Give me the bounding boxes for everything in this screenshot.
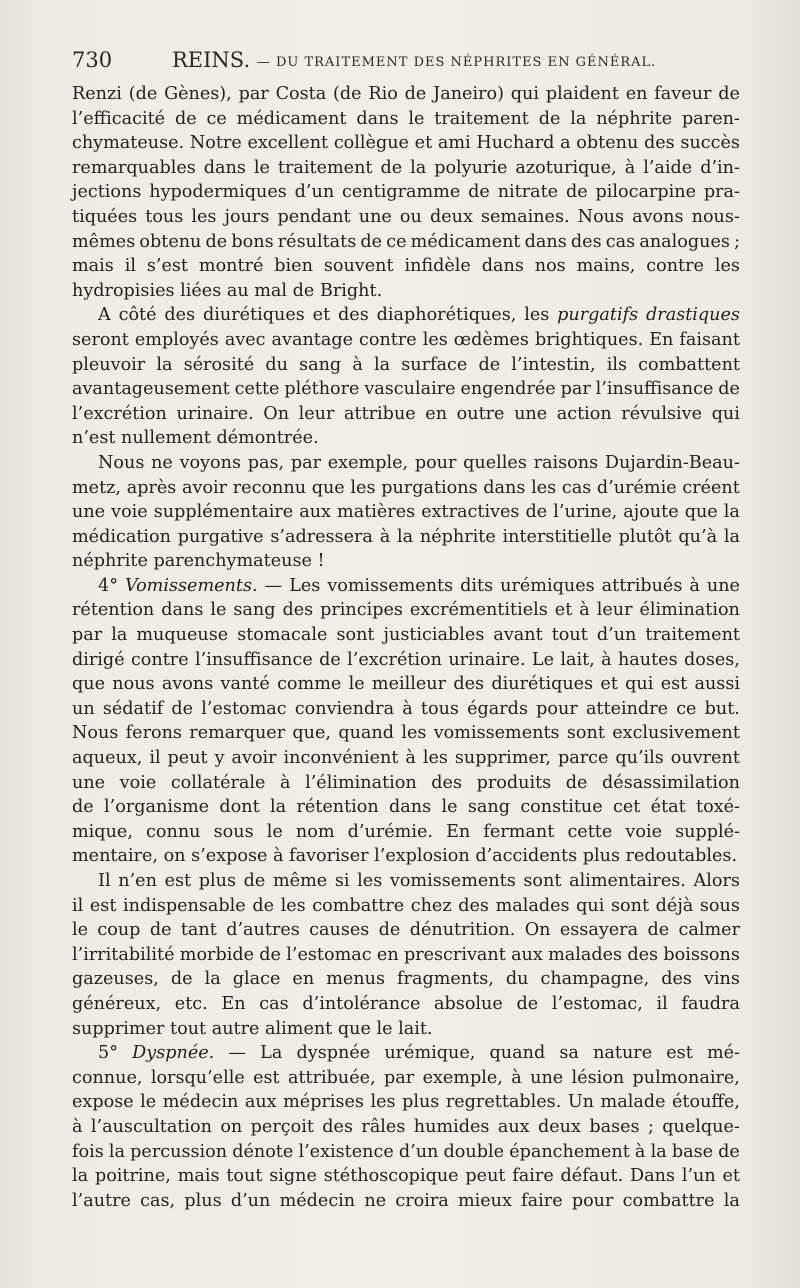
text-line: chymateuse. Notre excellent collègue et ami Huchard a obtenu des succès — [72, 133, 740, 154]
text-line: il est indispensable de les combattre chez des malades qui sont déjà sous — [72, 895, 740, 916]
text-line: metz, après avoir reconnu que les purgations dans les cas d’urémie créent — [72, 477, 740, 498]
text-line: à l’auscultation on perçoit des râles humides aux deux bases ; quelque- — [72, 1116, 740, 1137]
text-line: une voie supplémentaire aux matières extractives de l’urine, ajoute que la — [72, 502, 740, 523]
text-line: 4° Vomissements. — Les vomissements dits urémiques attribués à une — [98, 575, 740, 596]
text-line: hydropisies liées au mal de Bright. — [72, 280, 383, 301]
running-title — [172, 48, 656, 72]
text-line: fois la percussion dénote l’existence d’un double épanchement à la base de — [72, 1141, 740, 1162]
text-line: par la muqueuse stomacale sont justiciables avant tout d’un traitement — [72, 625, 740, 646]
text-line: Nous ne voyons pas, par exemple, pour quelles raisons Dujardin-Beau- — [98, 452, 740, 473]
text-line: généreux, etc. En cas d’intolérance absolue de l’estomac, il faudra — [72, 993, 740, 1014]
running-title-main: REINS. — [172, 48, 251, 72]
text-line: mêmes obtenu de bons résultats de ce médicament dans des cas analogues ; — [72, 231, 740, 252]
text-line: remarquables dans le traitement de la polyurie azoturique, à l’aide d’in- — [72, 157, 740, 178]
text-line: tiquées tous les jours pendant une ou deux semaines. Nous avons nous- — [72, 206, 740, 227]
text-line: mentaire, on s’expose à favoriser l’explosion d’accidents plus redoutables. — [72, 846, 738, 867]
text-line: l’autre cas, plus d’un médecin ne croira mieux faire pour combattre la — [72, 1190, 740, 1211]
page-header — [72, 46, 752, 76]
page-number: 730 — [72, 48, 113, 72]
text-line: Nous ferons remarquer que, quand les vomissements sont exclusivement — [72, 723, 740, 744]
text-line: aqueux, il peut y avoir inconvénient à les supprimer, parce qu’ils ouvrent — [72, 748, 740, 769]
text-line: pleuvoir la sérosité du sang à la surface de l’intestin, ils combattent — [72, 354, 740, 375]
text-line: Il n’en est plus de même si les vomissements sont alimentaires. Alors — [98, 871, 740, 891]
text-line: mique, connu sous le nom d’urémie. En fermant cette voie supplé- — [72, 821, 740, 842]
text-line: médication purgative s’adressera à la néphrite interstitielle plutôt qu’à la — [72, 526, 740, 547]
text-line: Renzi (de Gènes), par Costa (de Rio de Janeiro) qui plaident en faveur de — [72, 84, 740, 104]
text-line: l’efficacité de ce médicament dans le traitement de la néphrite paren- — [72, 108, 740, 129]
text-line: néphrite parenchymateuse ! — [72, 551, 325, 572]
text-line: un sédatif de l’estomac conviendra à tous égards pour atteindre ce but. — [72, 698, 740, 719]
running-title-rest: — DU TRAITEMENT DES NÉPHRITES EN GÉNÉRAL. — [256, 55, 657, 70]
text-line: A côté des diurétiques et des diaphorétiques, les purgatifs drastiques — [98, 305, 740, 326]
text-line: de l’organisme dont la rétention dans le sang constitue cet état toxé- — [72, 797, 740, 818]
text-line: mais il s’est montré bien souvent infidèle dans nos mains, contre les — [72, 256, 740, 277]
text-line: rétention dans le sang des principes excrémentitiels et à leur élimination — [72, 600, 740, 621]
text-line: expose le médecin aux méprises les plus regrettables. Un malade étouffe, — [72, 1092, 740, 1113]
text-line: gazeuses, de la glace en menus fragments, du champagne, des vins — [72, 969, 740, 990]
text-line: supprimer tout autre aliment que le lait. — [72, 1018, 433, 1039]
text-line: une voie collatérale à l’élimination des produits de désassimilation — [72, 772, 740, 793]
text-line: l’excrétion urinaire. On leur attribue en outre une action révulsive qui — [72, 403, 740, 424]
text-line: la poitrine, mais tout signe stéthoscopique peut faire défaut. Dans l’un et — [72, 1166, 740, 1187]
text-line: dirigé contre l’insuffisance de l’excrétion urinaire. Le lait, à hautes doses, — [72, 649, 740, 670]
text-line: connue, lorsqu’elle est attribuée, par exemple, à une lésion pulmonaire, — [72, 1067, 740, 1088]
text-line: 5° Dyspnée. — La dyspnée urémique, quand sa nature est mé- — [98, 1043, 740, 1064]
text-line: jections hypodermiques d’un centigramme de nitrate de pilocarpine pra- — [72, 182, 740, 203]
text-line: n’est nullement démontrée. — [72, 428, 319, 449]
body-text — [72, 82, 740, 1213]
text-line: le coup de tant d’autres causes de dénutrition. On essayera de calmer — [72, 920, 740, 941]
text-line: avantageusement cette pléthore vasculaire engendrée par l’insuffisance de — [72, 379, 740, 400]
text-line: que nous avons vanté comme le meilleur des diurétiques et qui est aussi — [72, 674, 740, 695]
text-line: l’irritabilité morbide de l’estomac en prescrivant aux malades des boissons — [72, 944, 740, 965]
text-line: seront employés avec avantage contre les œdèmes brightiques. En faisant — [72, 329, 740, 350]
